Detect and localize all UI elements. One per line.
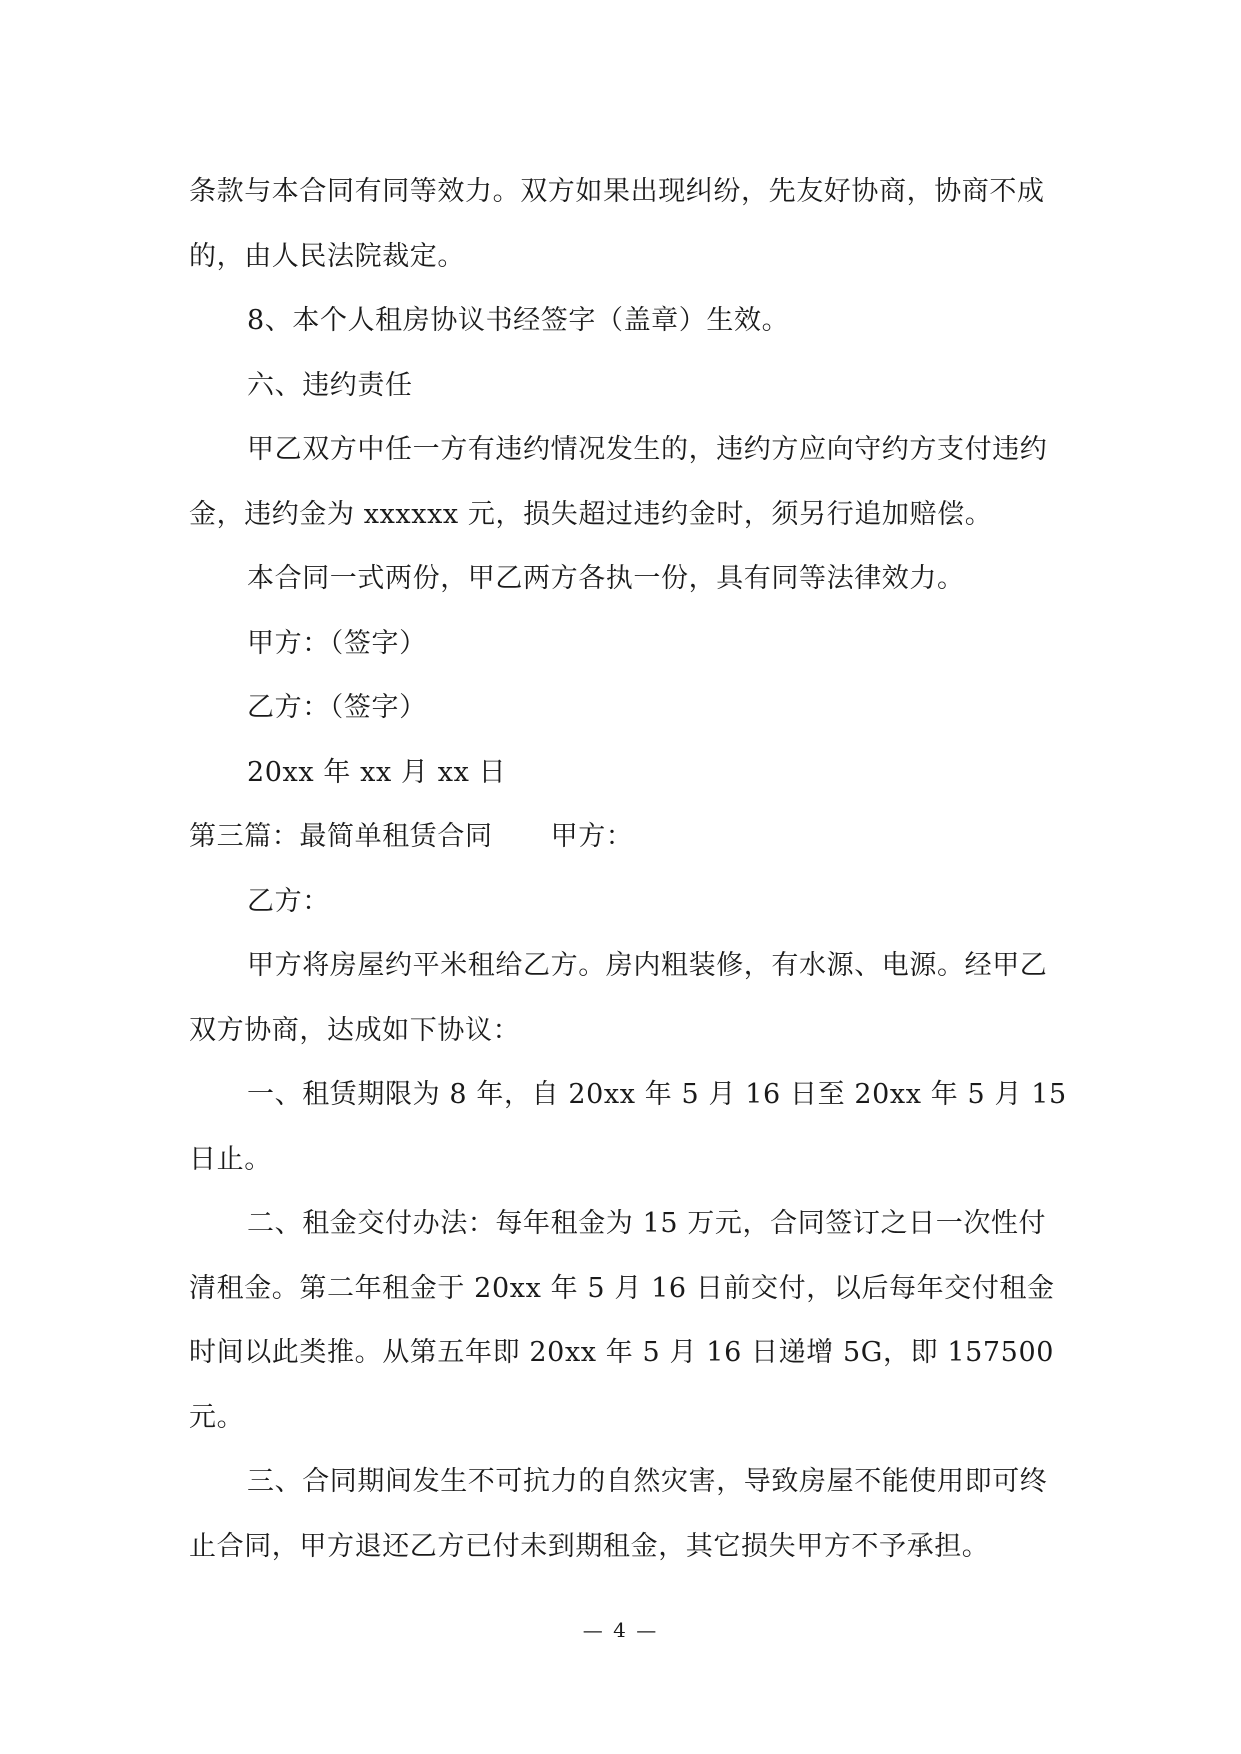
signature-date: 20xx 年 xx 月 xx 日: [247, 756, 507, 788]
paragraph-force-majeure: 三、合同期间发生不可抗力的自然灾害，导致房屋不能使用即可终止合同，甲方退还乙方已付未到期租金，其它损失甲方不予承担。: [189, 1466, 1048, 1562]
paragraph-clause-8: 8、本个人租房协议书经签字（盖章）生效。: [247, 305, 790, 336]
section-heading-title: 第三篇：最简单租赁合同: [189, 821, 493, 852]
document-body: [189, 160, 1069, 1579]
heading-gap: [493, 805, 551, 870]
paragraph-premises: 甲方将房屋约平米租给乙方。房内粗装修，有水源、电源。经甲乙双方协商，达成如下协议：: [189, 950, 1048, 1046]
page-number: — 4 —: [582, 1618, 659, 1642]
party-b-label: 乙方：: [247, 885, 330, 917]
paragraph-rent-payment: 二、租金交付办法：每年租金为 15 万元，合同签订之日一次性付清租金。第二年租金于 20xx 年 5 月 16 日前交付，以后每年交付租金时间以此类推。从第五年即 20xx 年 5 月 16 日递增 5G，即 157500 元。: [189, 1208, 1055, 1433]
signature-party-b: 乙方：（签字）: [247, 692, 427, 723]
section-heading: [189, 805, 1069, 870]
section-title-breach: 六、违约责任: [247, 369, 413, 401]
paragraph-breach-liability: 甲乙双方中任一方有违约情况发生的，违约方应向守约方支付违约金，违约金为 xxxxxx 元，损失超过违约金时，须另行追加赔偿。: [189, 434, 1048, 530]
paragraph-copies: 本合同一式两份，甲乙两方各执一份，具有同等法律效力。: [247, 563, 965, 594]
paragraph-term: 一、租赁期限为 8 年，自 20xx 年 5 月 16 日至 20xx 年 5 月 15 日止。: [189, 1079, 1067, 1175]
signature-party-a: 甲方：（签字）: [247, 627, 427, 659]
section-heading-party-a: 甲方：: [550, 821, 634, 852]
paragraph-clause-continuation: 条款与本合同有同等效力。双方如果出现纠纷，先友好协商，协商不成的，由人民法院裁定。: [189, 176, 1045, 272]
